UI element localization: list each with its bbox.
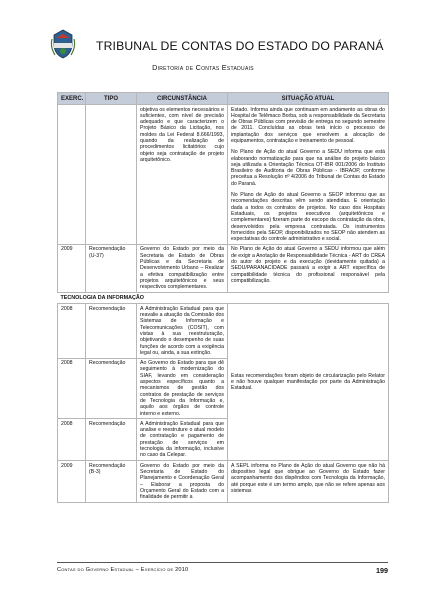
cell-type bbox=[86, 105, 137, 245]
cell-type: Recomendação bbox=[86, 358, 137, 419]
page-footer bbox=[57, 562, 388, 577]
section-title: TECNOLOGIA DA INFORMAÇÃO bbox=[58, 293, 389, 304]
cell-circumstance: A Administração Estadual para que analise e reestruture o atual modelo de contratação e pagamento de prestação de serviços em tecnologia da informação, inclusive no caso da Celepar. bbox=[137, 419, 228, 461]
org-title: TRIBUNAL DE CONTAS DO ESTADO DO PARANÁ bbox=[96, 39, 384, 53]
table-header-row bbox=[58, 93, 389, 105]
cell-circumstance: Governo do Estado por meio da Secretaria de Estado de Obras Públicas e da Secretaria de Desenvolvimento Urbano – Realizar a efetiva compatibilização entre projetos arquitetônicos e seus respectivos complementares. bbox=[137, 244, 228, 292]
situation-paragraph: Estado. Informa ainda que continuam em andamento as obras do Hospital de Telêmaco Borba, sob a responsabilidade da Secretaria de Obras Públicas com previsão de entrega no segundo semestre de 2011. Concluídas as obras terá início o processo de implantação dos serviços que envolvem a alocação de equipamentos, contratação e treinamento de pessoal. bbox=[231, 106, 385, 144]
cell-circumstance: Ao Governo do Estado para que dê seguimento à modernização do SIAF, levando em consideração aspectos específicos quanto a mecanismos de gestão dos contratos de prestação de serviços de Tecnologia da Informação e, aquilo aos órgãos de controle interno e externo. bbox=[137, 358, 228, 419]
cell-year: 2008 bbox=[58, 304, 86, 358]
col-header-type: TIPO bbox=[86, 93, 137, 105]
coat-of-arms-icon bbox=[50, 29, 76, 59]
org-subtitle: Diretoria de Contas Estaduais bbox=[152, 63, 254, 72]
col-header-year: EXERC. bbox=[58, 93, 86, 105]
cell-type: Recomendação bbox=[86, 419, 137, 461]
footer-text: Contas do Governo Estadual – Exercício de 2010 bbox=[57, 567, 189, 573]
table-row bbox=[58, 461, 389, 503]
section-row bbox=[58, 293, 389, 304]
cell-year: 2009 bbox=[58, 244, 86, 292]
cell-situation-merged: Estas recomendações foram objeto de circularização pelo Relator e não houve qualquer manifestação por parte da Administração Estadual. bbox=[228, 304, 389, 461]
cell-circumstance: A Administração Estadual para que reavalie a atuação da Comissão dos Sistemas de Informação e Telecomunicações (COSIT), com vistas à sua reestruturação, objetivando o desempenho de suas funções de acordo com a exigência legal ou, ainda, a sua extinção. bbox=[137, 304, 228, 358]
col-header-circumstance: CIRCUNSTÂNCIA bbox=[137, 93, 228, 105]
cell-year bbox=[58, 105, 86, 245]
cell-year: 2008 bbox=[58, 358, 86, 419]
recommendations-table bbox=[57, 92, 389, 503]
situation-paragraph: No Plano de Ação do atual Governo a SEOP informou que as recomendações descritas vêm sendo atendidas. E orientação dada a todos os contratos de projetos. No caso dos Hospitais Estaduais, os projetos executivos (arquitetônicos e complementares) fizeram parte do escopo da contratação da obra, desenvolvidos pela empresa contratada. Os instrumentos fornecidos pela SEOP, disponibilizados no SEOP não atendem as expectativas do controle administrativo e social. bbox=[231, 192, 385, 243]
cell-circumstance: objetiva os elementos necessários e suficientes, com nível de precisão adequado e que caracterizem o Projeto Básico da Licitação, nos moldes da Lei Federal 8.666/1993, quando da realização de procedimentos licitatórios cujo objeto seja contratação de projeto arquitetônico. bbox=[137, 105, 228, 245]
page-number: 199 bbox=[376, 566, 388, 575]
cell-type: Recomendação (B-3) bbox=[86, 461, 137, 503]
cell-circumstance: Governo do Estado por meio da Secretaria de Estado do Planejamento e Coordenação Geral – Elaborar a proposta do Orçamento Geral do Estado com a finalidade de permitir a bbox=[137, 461, 228, 503]
table-row bbox=[58, 244, 389, 292]
page-header bbox=[50, 26, 390, 81]
cell-year: 2008 bbox=[58, 419, 86, 461]
situation-paragraph: No Plano de Ação do atual Governo a SEDU informa que está elaborando normatização para que na análise do projeto básico seja utilizada a Orientação Técnica OT-IBR 001/2006 do Instituto Brasileiro de Auditoria de Obras Públicas - IBRAOP, conforme preceitua a Resolução nº 4/2006 do Tribunal de Contas do Estado do Paraná. bbox=[231, 149, 385, 187]
table-row bbox=[58, 304, 389, 358]
cell-situation bbox=[228, 105, 389, 245]
cell-type: Recomendação (U-37) bbox=[86, 244, 137, 292]
cell-situation: No Plano de Ação do atual Governo a SEDU informou que além de exigir a Anotação de Responsabilidade Técnica - ART do CREA do autor do projeto e da execução (devidamente quitada) a SEDU/PARANACIDADE passará a exigir a ART específica de compatibilidade técnica do profissional responsável pela compatibilização. bbox=[228, 244, 389, 292]
cell-year: 2009 bbox=[58, 461, 86, 503]
col-header-situation: SITUAÇÃO ATUAL bbox=[228, 93, 389, 105]
cell-situation: A SEPL informa no Plano de Ação do atual Governo que não há dispositivo legal que obrigue ao Governo do Estado fazer acompanhamento dos dispêndios com Tecnologia da Informação, até porque este é um termo amplo, que não se refere apenas aos sistemas bbox=[228, 461, 389, 503]
table-row bbox=[58, 105, 389, 245]
cell-type: Recomendação bbox=[86, 304, 137, 358]
